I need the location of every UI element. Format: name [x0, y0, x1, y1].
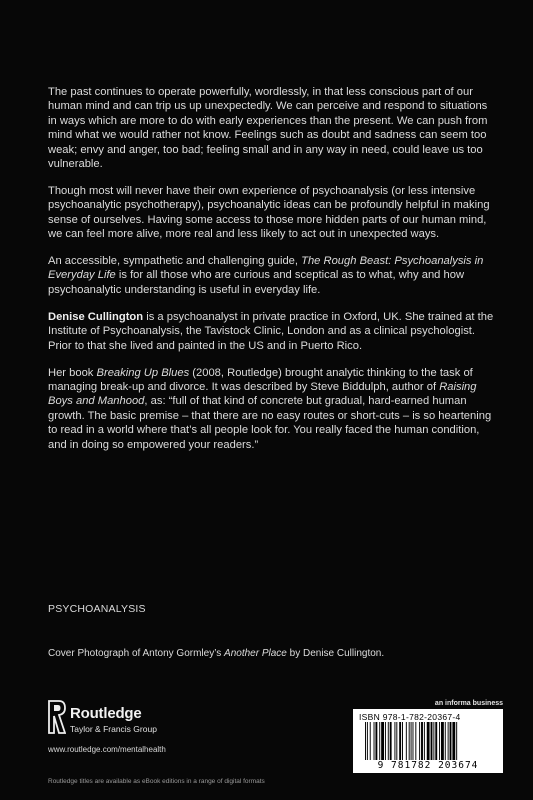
blurb-text-3a: An accessible, sympathetic and challenging guide, [48, 255, 302, 268]
prev-book-text-a: Her book [48, 366, 97, 379]
cover-photo-credit [48, 648, 384, 659]
publisher-name: Routledge [70, 705, 142, 722]
biddulph-book-title: Raising Boys and Manhood [48, 380, 477, 408]
author-name: Denise Cullington [48, 310, 144, 323]
back-cover-blurb [48, 85, 498, 464]
credit-text-a: Cover Photograph of Antony Gormley’s [48, 648, 225, 659]
barcode-icon [365, 722, 491, 760]
ebook-note: Routledge titles are available as eBook editions in a range of digital formats [48, 778, 265, 785]
blurb-paragraph-1 [48, 85, 498, 171]
routledge-r-icon [48, 700, 66, 734]
artwork-title: Another Place [224, 648, 287, 659]
endorsement-quote: , as: “full of that kind of concrete but gradual, hard-earned human growth. The basic premise – that there are no easy routes or short-cuts – is so heartening to read in a world where that’s all people look for. You really faced the human condition, and in doing so empowered your readers.” [48, 395, 492, 451]
prev-book-text-b: (2008, Routledge) brought analytic thinking to the task of managing break-up and divorce. It was described by Steve Biddulph, author of [48, 366, 473, 393]
blurb-text-1: The past continues to operate powerfully, wordlessly, in that less conscious part of our human mind and can trip us up unexpectedly. We can perceive and respond to situations in ways which are more to do with early experiences than the present. We can push from mind what we would rather not know. Feelings such as doubt and sadness can seem too weak; envy and anger, too bad; feeling small and in any way in need, could leave us too vulnerable. [48, 86, 488, 171]
blurb-text-2: Though most will never have their own experience of psychoanalysis (or less intensive psychoanalytic psychotherapy), psychoanalytic ideas can be profoundly helpful in making sense of ourselves. Having some access to those more hidden parts of our human mind, we can feel more alive, more real and less likely to act out in unexpected ways. [48, 184, 490, 241]
blurb-paragraph-3 [48, 254, 498, 297]
blurb-paragraph-2 [48, 184, 498, 242]
previous-book-paragraph [48, 366, 498, 452]
isbn-number: ISBN 978-1-782-20367-4 [359, 712, 461, 722]
blurb-text-3b: is for all those who are curious and sceptical as to what, why and how psychoanalytic understanding is useful in everyday life. [48, 269, 465, 296]
author-bio-text: is a psychoanalyst in private practice in Oxford, UK. She trained at the Institute of Psychoanalysis, the Tavistock Clinic, London and as a clinical psychologist. Prior to that she lived and painted in the US and in Puerto Rico. [48, 310, 494, 352]
publisher-group: Taylor & Francis Group [70, 724, 157, 734]
ean-digits: 9 781782 203674 [377, 760, 479, 771]
subject-category: PSYCHOANALYSIS [48, 603, 146, 615]
credit-text-b: by Denise Cullington. [286, 648, 385, 659]
book-title: The Rough Beast: Psychoanalysis in Everyday Life [48, 255, 484, 282]
author-bio-paragraph [48, 310, 498, 353]
informa-tagline: an informa business [434, 700, 503, 707]
routledge-logo [48, 700, 208, 740]
publisher-url[interactable]: www.routledge.com/mentalhealth [48, 745, 166, 754]
previous-book-title: Breaking Up Blues [96, 366, 190, 379]
isbn-barcode [353, 709, 503, 773]
